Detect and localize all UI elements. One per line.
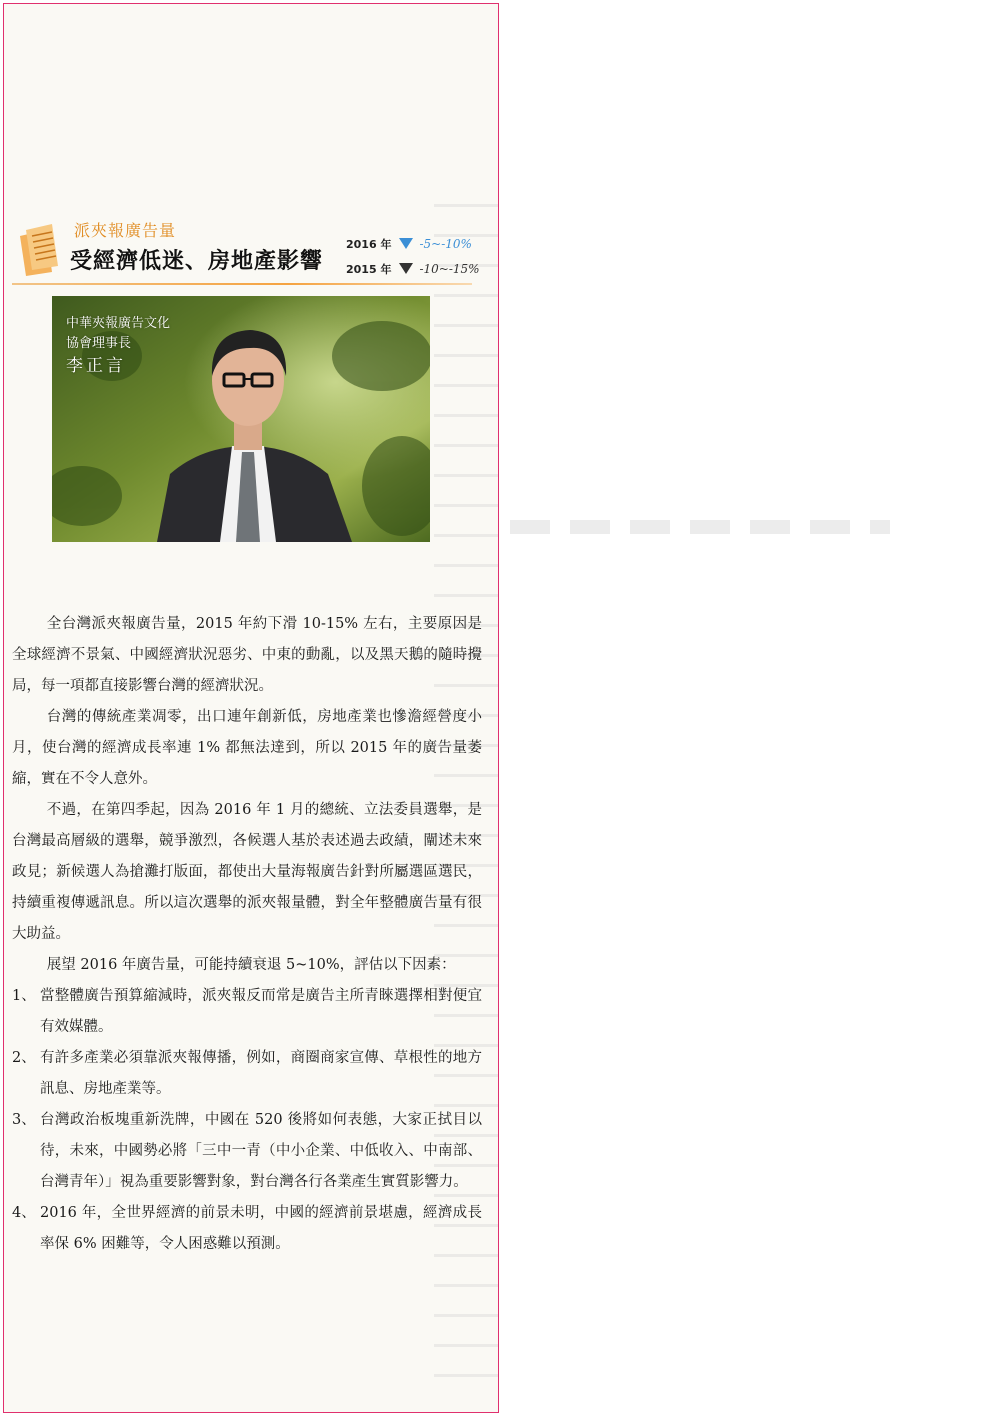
article-header — [12, 214, 482, 286]
list-text: 2016 年，全世界經濟的前景未明，中國的經濟前景堪慮，經濟成長率保 6% 困難等，令人困惑難以預測。 — [40, 1205, 482, 1252]
down-arrow-icon — [399, 238, 413, 249]
article-headline: 受經濟低迷、房地產影響 — [70, 248, 324, 274]
down-arrow-icon — [399, 263, 413, 274]
paragraph: 全台灣派夾報廣告量，2015 年約下滑 10-15% 左右，主要原因是全球經濟不景氣、中國經濟狀況惡劣、中東的動亂，以及黑天鵝的隨時攪局，每一項都直接影響台灣的經濟狀況。 — [12, 616, 482, 694]
list-number: 1、 — [12, 988, 36, 1004]
header-divider — [12, 283, 472, 285]
paragraph: 展望 2016 年廣告量，可能持續衰退 5~10%，評估以下因素： — [46, 957, 456, 973]
trend-stats — [346, 232, 480, 282]
photo-caption — [66, 314, 170, 376]
paragraph: 台灣的傳統產業凋零，出口連年創新低，房地產業也慘澹經營度小月，使台灣的經濟成長率連 1% 都無法達到，所以 2015 年的廣告量萎縮，實在不令人意外。 — [12, 709, 482, 787]
stat-value: -10~-15% — [419, 262, 480, 276]
article-body — [12, 609, 482, 1260]
article-category: 派夾報廣告量 — [74, 221, 177, 240]
list-text: 當整體廣告預算縮減時，派夾報反而常是廣告主所青睞選擇相對便宜有效媒體。 — [40, 988, 482, 1035]
list-number: 2、 — [12, 1050, 36, 1066]
stat-year: 2015 年 — [346, 263, 392, 276]
portrait-photo — [52, 296, 430, 542]
list-item — [12, 1043, 482, 1105]
list-item — [12, 1105, 482, 1198]
magazine-page — [3, 3, 499, 1413]
bleed-through-text — [510, 520, 890, 534]
stat-row-2015 — [346, 257, 480, 282]
list-number: 4、 — [12, 1205, 36, 1221]
paragraph: 不過，在第四季起，因為 2016 年 1 月的總統、立法委員選舉，是台灣最高層級的選舉，競爭激烈，各候選人基於表述過去政績，闡述未來政見；新候選人為搶灘打版面，都使出大量海報廣告針對所屬選區選民，持續重複傳遞訊息。所以這次選舉的派夾報量體，對全年整體廣告量有很大助益。 — [12, 802, 482, 942]
list-item — [12, 1198, 482, 1260]
stat-row-2016 — [346, 232, 480, 257]
list-item — [12, 981, 482, 1043]
list-number: 3、 — [12, 1112, 36, 1128]
list-text: 台灣政治板塊重新洗牌，中國在 520 後將如何表態，大家正拭目以待，未來，中國勢必將「三中一青（中小企業、中低收入、中南部、台灣青年）」視為重要影響對象，對台灣各行各業產生實質影響力。 — [40, 1112, 482, 1190]
caption-org: 中華夾報廣告文化 — [66, 316, 171, 331]
caption-title: 協會理事長 — [66, 336, 132, 351]
newspaper-icon — [16, 220, 62, 276]
caption-name: 李正言 — [66, 356, 126, 376]
list-text: 有許多產業必須靠派夾報傳播，例如，商圈商家宣傳、草根性的地方訊息、房地產業等。 — [40, 1050, 482, 1097]
stat-year: 2016 年 — [346, 238, 392, 251]
stat-value: -5~-10% — [419, 237, 472, 251]
